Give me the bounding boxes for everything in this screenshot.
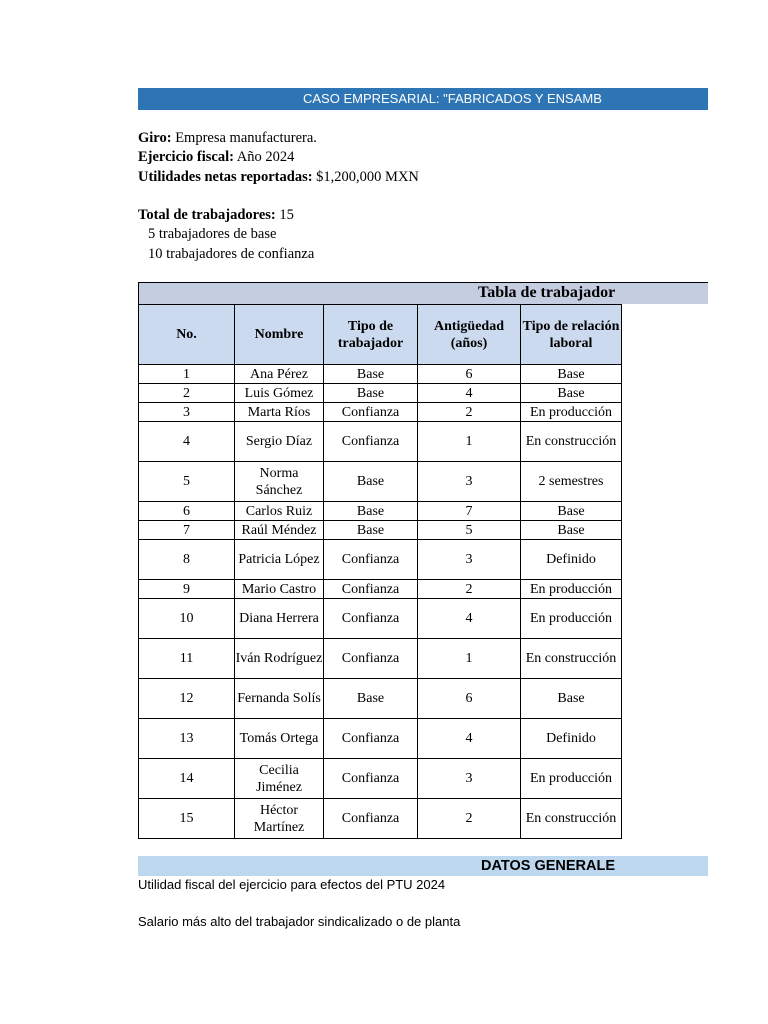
table-row [139, 580, 622, 599]
col-header-tipo-trabajador: Tipo de trabajador [324, 305, 418, 365]
confianza-count-line: 10 trabajadores de confianza [148, 246, 315, 262]
row-no: 6 [139, 502, 235, 521]
row-antiguedad: 7 [418, 502, 521, 521]
row-antiguedad: 4 [418, 599, 521, 639]
row-tipo-relacion: En producción [521, 599, 622, 639]
row-antiguedad: 2 [418, 580, 521, 599]
giro-line [138, 129, 317, 148]
row-no: 10 [139, 599, 235, 639]
row-nombre: Norma Sánchez [235, 462, 324, 502]
ejercicio-label: Ejercicio fiscal: [138, 149, 234, 165]
row-antiguedad: 6 [418, 679, 521, 719]
table-row [139, 403, 622, 422]
row-no: 13 [139, 719, 235, 759]
row-tipo-relacion: 2 semestres [521, 462, 622, 502]
row-no: 7 [139, 521, 235, 540]
row-tipo-trabajador: Confianza [324, 759, 418, 799]
table-title-text: Tabla de trabajador [478, 284, 616, 301]
row-nombre: Patricia López [235, 540, 324, 580]
row-tipo-trabajador: Base [324, 502, 418, 521]
row-antiguedad: 3 [418, 759, 521, 799]
row-antiguedad: 4 [418, 719, 521, 759]
table-row [139, 422, 622, 462]
row-antiguedad: 1 [418, 422, 521, 462]
col-header-nombre: Nombre [235, 305, 324, 365]
row-tipo-trabajador: Base [324, 365, 418, 384]
row-nombre: Ana Pérez [235, 365, 324, 384]
row-antiguedad: 1 [418, 639, 521, 679]
row-no: 12 [139, 679, 235, 719]
row-tipo-trabajador: Base [324, 521, 418, 540]
general-line-salario: Salario más alto del trabajador sindicalizado o de planta [138, 914, 461, 929]
col-header-no: No. [139, 305, 235, 365]
row-nombre: Diana Herrera [235, 599, 324, 639]
table-row [139, 679, 622, 719]
table-row [139, 365, 622, 384]
table-title [138, 282, 621, 304]
row-tipo-relacion: Base [521, 365, 622, 384]
giro-label: Giro: [138, 130, 172, 146]
table-row [139, 719, 622, 759]
col-header-tipo-relacion: Tipo de relación laboral [521, 305, 622, 365]
row-antiguedad: 4 [418, 384, 521, 403]
row-tipo-relacion: En construcción [521, 799, 622, 839]
giro-value: Empresa manufacturera. [171, 130, 317, 146]
row-no: 5 [139, 462, 235, 502]
row-tipo-trabajador: Confianza [324, 540, 418, 580]
row-no: 14 [139, 759, 235, 799]
row-tipo-trabajador: Base [324, 384, 418, 403]
general-data-title-text: DATOS GENERALE [481, 858, 616, 874]
col-header-antiguedad: Antigüedad (años) [418, 305, 521, 365]
row-antiguedad: 6 [418, 365, 521, 384]
total-value: 15 [275, 207, 294, 223]
row-antiguedad: 2 [418, 799, 521, 839]
row-tipo-relacion: Base [521, 502, 622, 521]
row-no: 9 [139, 580, 235, 599]
row-tipo-trabajador: Base [324, 679, 418, 719]
row-antiguedad: 5 [418, 521, 521, 540]
utilidades-label: Utilidades netas reportadas: [138, 169, 313, 185]
row-antiguedad: 3 [418, 462, 521, 502]
row-tipo-trabajador: Confianza [324, 799, 418, 839]
table-row [139, 599, 622, 639]
row-no: 4 [139, 422, 235, 462]
row-tipo-relacion: Base [521, 384, 622, 403]
row-nombre: Iván Rodríguez [235, 639, 324, 679]
case-title-banner [138, 88, 708, 110]
row-nombre: Raúl Méndez [235, 521, 324, 540]
row-tipo-trabajador: Confianza [324, 580, 418, 599]
row-nombre: Tomás Ortega [235, 719, 324, 759]
row-tipo-trabajador: Confianza [324, 599, 418, 639]
row-no: 8 [139, 540, 235, 580]
row-tipo-relacion: En construcción [521, 422, 622, 462]
row-nombre: Mario Castro [235, 580, 324, 599]
total-label: Total de trabajadores: [138, 207, 276, 223]
table-row [139, 799, 622, 839]
row-nombre: Héctor Martínez [235, 799, 324, 839]
general-line-utilidad: Utilidad fiscal del ejercicio para efectos del PTU 2024 [138, 877, 446, 892]
row-tipo-relacion: Definido [521, 719, 622, 759]
row-tipo-relacion: En producción [521, 403, 622, 422]
utilidades-line [138, 168, 419, 187]
row-no: 1 [139, 365, 235, 384]
row-no: 15 [139, 799, 235, 839]
row-tipo-relacion: Definido [521, 540, 622, 580]
base-count-line: 5 trabajadores de base [148, 226, 277, 242]
table-row [139, 462, 622, 502]
table-row [139, 540, 622, 580]
row-tipo-trabajador: Confianza [324, 403, 418, 422]
row-tipo-trabajador: Confianza [324, 422, 418, 462]
row-nombre: Marta Ríos [235, 403, 324, 422]
row-tipo-trabajador: Base [324, 462, 418, 502]
table-header-row [139, 305, 622, 365]
row-tipo-relacion: En construcción [521, 639, 622, 679]
table-row [139, 639, 622, 679]
row-no: 11 [139, 639, 235, 679]
row-nombre: Sergio Díaz [235, 422, 324, 462]
workers-table [138, 304, 622, 839]
table-row [139, 521, 622, 540]
row-tipo-relacion: Base [521, 521, 622, 540]
row-tipo-relacion: En producción [521, 580, 622, 599]
row-tipo-relacion: En producción [521, 759, 622, 799]
row-tipo-relacion: Base [521, 679, 622, 719]
ejercicio-line [138, 148, 294, 167]
row-no: 2 [139, 384, 235, 403]
table-row [139, 502, 622, 521]
total-line [138, 206, 294, 225]
general-data-title [138, 856, 621, 876]
table-row [139, 759, 622, 799]
utilidades-value: $1,200,000 MXN [312, 169, 419, 185]
row-nombre: Carlos Ruiz [235, 502, 324, 521]
table-row [139, 384, 622, 403]
row-tipo-trabajador: Confianza [324, 719, 418, 759]
row-no: 3 [139, 403, 235, 422]
case-title: CASO EMPRESARIAL: "FABRICADOS Y ENSAMB [303, 91, 602, 106]
row-antiguedad: 3 [418, 540, 521, 580]
row-nombre: Luis Gómez [235, 384, 324, 403]
row-tipo-trabajador: Confianza [324, 639, 418, 679]
row-antiguedad: 2 [418, 403, 521, 422]
row-nombre: Fernanda Solís [235, 679, 324, 719]
row-nombre: Cecilia Jiménez [235, 759, 324, 799]
ejercicio-value: Año 2024 [233, 149, 295, 165]
